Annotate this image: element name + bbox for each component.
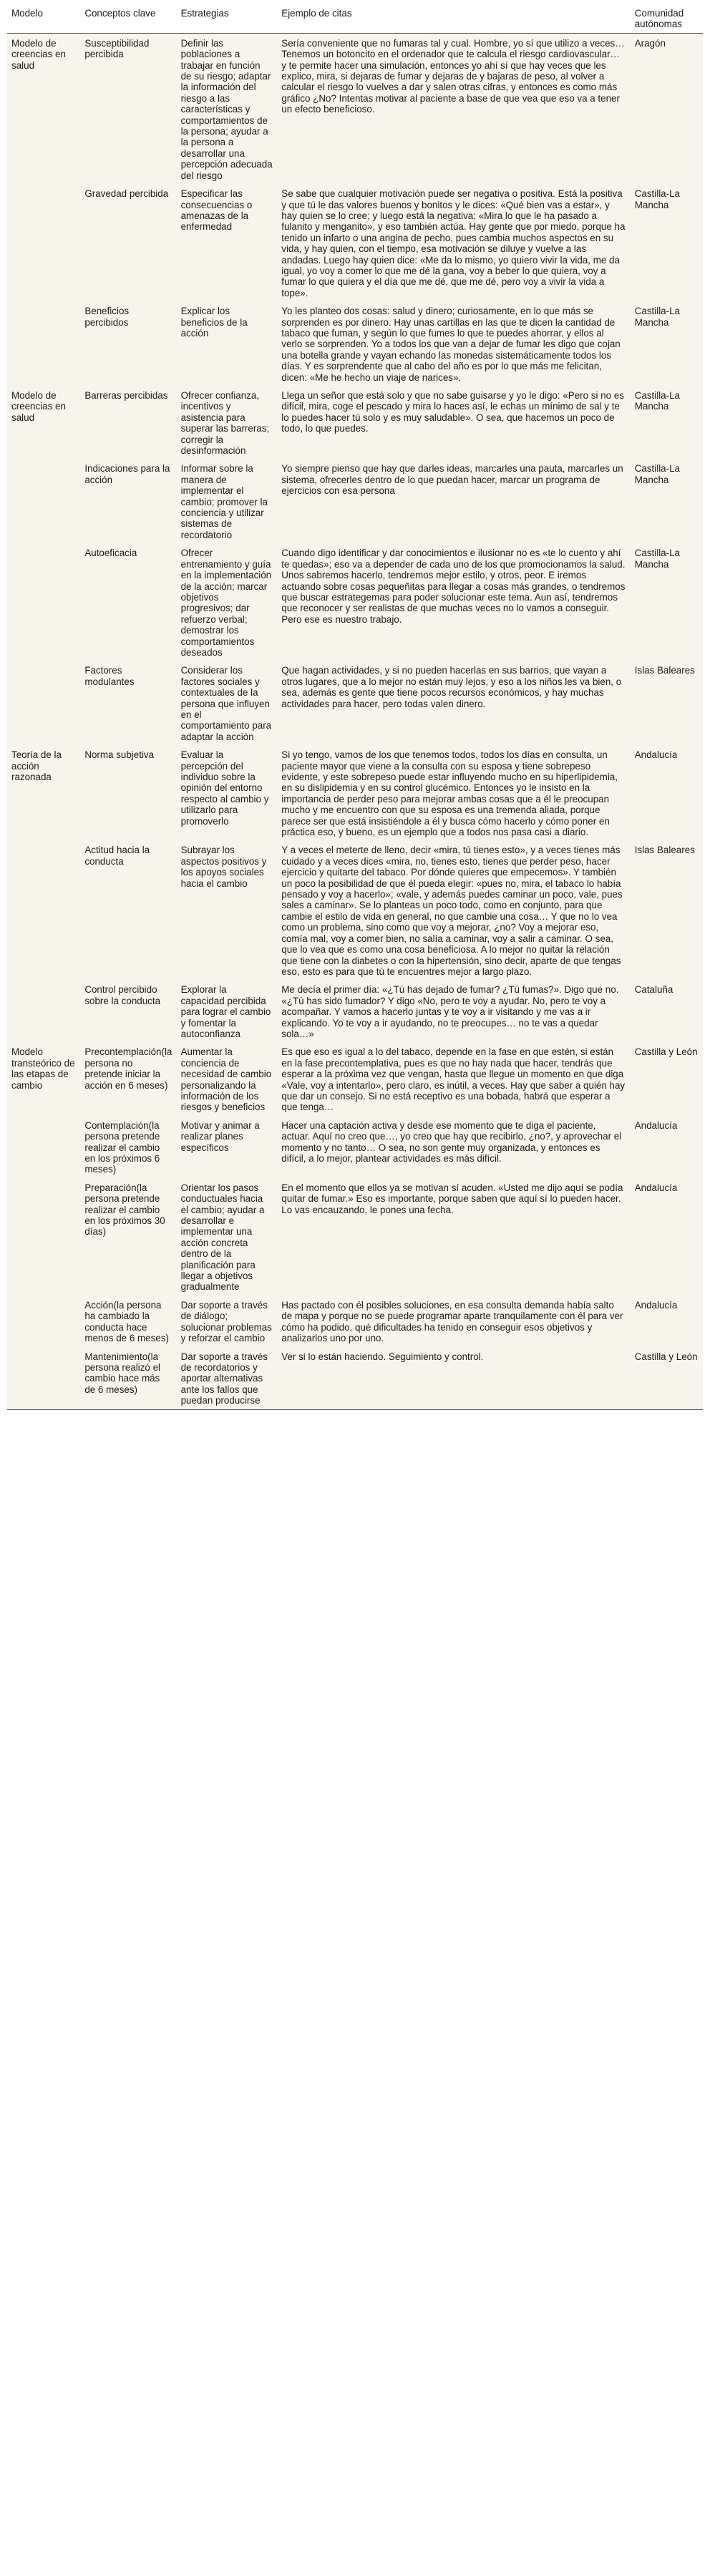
- cell-example: En el momento que ellos ya se motivan sí acuden. «Usted me dijo aquí se podía quitar de fumar.» Eso es importante, porque saben que aquí sí lo pueden hacer. Lo vas encauzando, le pones una fecha.: [277, 1178, 630, 1296]
- cell-region: Castilla y León: [631, 1042, 703, 1115]
- cell-strategy: Orientar los pasos conductuales hacia el cambio; ayudar a desarrollar e implementar una acción concreta dentro de la planificación para llegar a objetivos gradualmente: [177, 1178, 278, 1296]
- cell-concept: Beneficios percibidos: [80, 301, 176, 386]
- cell-concept: Control percibido sobre la conducta: [80, 980, 176, 1042]
- table-row: [7, 745, 703, 840]
- cell-strategy: Evaluar la percepción del individuo sobre la opinión del entorno respecto al cambio y utilizarlo para promoverlo: [177, 745, 278, 840]
- table-row: [7, 1296, 703, 1347]
- cell-region: Cataluña: [631, 980, 703, 1042]
- cell-example: Es que eso es igual a lo del tabaco, depende en la fase en que estén, si están en la fase precontemplativa, pues es que no hay nada que hacer, tendrás que esperar a la próxima vez que vengan, hasta que llegue un momento en que diga «Vale, voy a intentarlo», pero claro, es inútil, a veces. Hay que saber a quién hay que dar un consejo. Si no está receptivo es una bobada, habrá que esperar a que tenga…: [277, 1042, 630, 1115]
- table-header: [7, 4, 703, 33]
- cell-model: Modelo transteórico de las etapas de cambio: [7, 1042, 80, 1115]
- cell-strategy: Informar sobre la manera de implementar el cambio; promover la conciencia y utilizar sistemas de recordatorio: [177, 459, 278, 543]
- cell-region: Islas Baleares: [631, 661, 703, 745]
- cell-concept: Actitud hacia la conducta: [80, 840, 176, 980]
- cell-strategy: Ofrecer entrenamiento y guía en la implementación de la acción; marcar objetivos progresivos; dar refuerzo verbal; demostrar los comportamientos deseados: [177, 543, 278, 661]
- cell-strategy: Dar soporte a través de diálogo; solucionar problemas y reforzar el cambio: [177, 1296, 278, 1347]
- cell-strategy: Ofrecer confianza, incentivos y asistencia para superar las barreras; corregir la desinformación: [177, 386, 278, 459]
- cell-model: [7, 459, 80, 543]
- header-strategy: Estrategias: [177, 4, 278, 33]
- cell-strategy: Motivar y animar a realizar planes específicos: [177, 1116, 278, 1178]
- header-model: Modelo: [7, 4, 80, 33]
- table-row: [7, 33, 703, 184]
- cell-model: [7, 184, 80, 301]
- table-row: [7, 840, 703, 980]
- cell-strategy: Definir las poblaciones a trabajar en función de su riesgo; adaptar la información del riesgo a las características y comportamientos de la persona; ayudar a la persona a desarrollar una percepción adecuada del riesgo: [177, 33, 278, 184]
- cell-example: Llega un señor que está solo y que no sabe guisarse y yo le digo: «Pero si no es difícil, mira, coge el pescado y mira lo haces así, le echas un mínimo de sal y te lo puedes hacer tú solo y es muy saludable». O sea, que hacemos un poco de todo, lo que puedes.: [277, 386, 630, 459]
- header-concept: Conceptos clave: [80, 4, 176, 33]
- cell-example: Que hagan actividades, y si no pueden hacerlas en sus barrios, que vayan a otros lugares, que a lo mejor no están muy lejos, y eso a los niños les va bien, o sea, además es gente que tiene pocos recursos económicos, y hay muchas actividades para hacer, pero todas valen dinero.: [277, 661, 630, 745]
- cell-strategy: Explicar los beneficios de la acción: [177, 301, 278, 386]
- table-row: [7, 184, 703, 301]
- cell-region: Andalucía: [631, 745, 703, 840]
- cell-example: Sería conveniente que no fumaras tal y cual. Hombre, yo sí que utilizo a veces… Tenemos un botoncito en el ordenador que te calcula el riesgo cardiovascular… y te permite hacer una simulación, entonces yo ahí sí que hay veces que les explico, mira, si dejaras de fumar y dejaras de y bajaras de peso, al volver a calcular el riesgo lo vuelves a dar y salen otras cifras, y entonces es como más gráfico ¿No? Intentas motivar al paciente a base de que vea que eso va a tener un efecto beneficioso.: [277, 33, 630, 184]
- cell-example: Y a veces el meterte de lleno, decir «mira, tú tienes esto», y a veces tienes más cuidado y a veces dices «mira, no, tienes esto, tienes que perder peso, hacer ejercicio y quitarte del tabaco. Por dónde quieres que empecemos». Y también un poco la posibilidad de que él pueda elegir: «pues no, mira, el tabaco lo había pensado y voy a hacerlo»; «vale, y además puedes caminar un poco, vale, pues sales a caminar». Se lo planteas un poco todo, como en conjunto, para que cambie el estilo de vida en general, no que cambie una cosa… Y que no lo vea como un problema, sino como que voy a mejorar, ¿no? Voy a mejorar eso, comía mal, voy a comer bien, no salía a caminar, voy a salir a caminar. O sea, que lo vea que es como una cosa beneficiosa. A lo mejor no quitar la relación que tiene con la diabetes o con la hipertensión, sino decir, aparte de que tengas eso, esto es para que tú te encuentres mejor a largo plazo.: [277, 840, 630, 980]
- cell-concept: Factores modulantes: [80, 661, 176, 745]
- cell-region: Castilla-La Mancha: [631, 459, 703, 543]
- cell-strategy: Considerar los factores sociales y contextuales de la persona que influyen en el comportamiento para adaptar la acción: [177, 661, 278, 745]
- table-row: [7, 543, 703, 661]
- cell-region: Andalucía: [631, 1296, 703, 1347]
- table-row: [7, 1347, 703, 1410]
- cell-concept: Norma subjetiva: [80, 745, 176, 840]
- cell-example: Cuando digo identificar y dar conocimientos e ilusionar no es «te lo cuento y ahí te quedas»; eso va a depender de cada uno de los que promocionamos la salud. Unos sabremos hacerlo, tendremos mejor estilo, y otros, peor. E iremos actuando sobre cosas pequeñitas para llegar a cosas más grandes, o tendremos que buscar estrategemas para poder solucionar este tema. Aun así, tendremos que reconocer y ser realistas de que muchas veces no lo vamos a conseguir. Pero ese es nuestro trabajo.: [277, 543, 630, 661]
- cell-region: Castilla-La Mancha: [631, 184, 703, 301]
- cell-model: Modelo de creencias en salud: [7, 33, 80, 184]
- cell-model: [7, 840, 80, 980]
- cell-region: Andalucía: [631, 1116, 703, 1178]
- cell-model: [7, 661, 80, 745]
- table-body: [7, 33, 703, 1409]
- table-row: [7, 1042, 703, 1115]
- cell-model: Teoría de la acción razonada: [7, 745, 80, 840]
- cell-concept: Contemplación(la persona pretende realizar el cambio en los próximos 6 meses): [80, 1116, 176, 1178]
- cell-strategy: Aumentar la conciencia de necesidad de cambio personalizando la información de los riesgos y beneficios: [177, 1042, 278, 1115]
- cell-concept: Indicaciones para la acción: [80, 459, 176, 543]
- cell-model: [7, 980, 80, 1042]
- cell-model: [7, 543, 80, 661]
- cell-region: Islas Baleares: [631, 840, 703, 980]
- header-example: Ejemplo de citas: [277, 4, 630, 33]
- strategies-table: [7, 4, 703, 1410]
- cell-concept: Susceptibilidad percibida: [80, 33, 176, 184]
- cell-example: Yo siempre pienso que hay que darles ideas, marcarles una pauta, marcarles un sistema, ofrecerles dentro de lo que puedan hacer, marcar un programa de ejercicios con esa persona: [277, 459, 630, 543]
- cell-strategy: Explorar la capacidad percibida para lograr el cambio y fomentar la autoconfianza: [177, 980, 278, 1042]
- header-region: Comunidad autónomas: [631, 4, 703, 33]
- header-row: [7, 4, 703, 33]
- cell-region: Andalucía: [631, 1178, 703, 1296]
- cell-concept: Barreras percibidas: [80, 386, 176, 459]
- cell-example: Has pactado con él posibles soluciones, en esa consulta demanda había salto de mapa y porque no se puede programar aparte tranquilamente con él para ver cómo ha podido, qué dificultades ha tenido en conseguir esos objetivos y analizarlos uno por uno.: [277, 1296, 630, 1347]
- cell-example: Se sabe que cualquier motivación puede ser negativa o positiva. Está la positiva y que tú le das valores buenos y bonitos y le dices: «Qué bien vas a estar», y hay quien se lo cree; y luego está la negativa: «Mira lo que le ha pasado a fulanito y menganito», y eso también actúa. Hay gente que por miedo, porque ha tenido un infarto o una angina de pecho, pues cambia muchos aspectos en su vida, y hay quien, con el tiempo, esa motivación se diluye y vuelve a las andadas. Luego hay quien dice: «Me da lo mismo, yo quiero vivir la vida, me da igual, yo voy a comer lo que me dé la gana, voy a beber lo que quiera, voy a fumar lo que quiera y el día que me dé, que me dé, pero voy a vivir la vida a tope».: [277, 184, 630, 301]
- cell-strategy: Dar soporte a través de recordatorios y aportar alternativas ante los fallos que puedan producirse: [177, 1347, 278, 1410]
- cell-concept: Autoeficacia: [80, 543, 176, 661]
- cell-strategy: Especificar las consecuencias o amenazas de la enfermedad: [177, 184, 278, 301]
- table-row: [7, 459, 703, 543]
- cell-strategy: Subrayar los aspectos positivos y los apoyos sociales hacia el cambio: [177, 840, 278, 980]
- cell-model: [7, 1296, 80, 1347]
- cell-model: Modelo de creencias en salud: [7, 386, 80, 459]
- cell-model: [7, 1178, 80, 1296]
- cell-example: Si yo tengo, vamos de los que tenemos todos, todos los días en consulta, un paciente mayor que viene a la consulta con su esposa y tiene sobrepeso evidente, y este sobrepeso puede estar influyendo mucho en su hiperlipidemia, en su dislipidemia y en su control glucémico. Entonces yo le insisto en la importancia de perder peso para mejorar ambas cosas que a él le preocupan mucho y me encuentro con que su esposa es una tremenda aliada, porque parece ser que está insistiéndole a él y busca cómo hacerlo y cómo poner en práctica eso, y bueno, es un ejemplo que a todos nos pasa casi a diario.: [277, 745, 630, 840]
- cell-model: [7, 1347, 80, 1410]
- cell-example: Yo les planteo dos cosas: salud y dinero; curiosamente, en lo que más se sorprenden es por dinero. Hay unas cartillas en las que te dicen la cantidad de tabaco que fuman, y según lo que fumes lo que te puedes ahorrar, y ellos al verlo se sorprenden. Yo a todos los que van a dejar de fumar les digo que cojan una botella grande y vayan echando las monedas sistemáticamente todos los días. Y es sorprendente que al cabo del año es por lo que más me felicitan, dicen: «Me he hecho un viaje de narices».: [277, 301, 630, 386]
- cell-region: Castilla-La Mancha: [631, 301, 703, 386]
- cell-example: Hacer una captación activa y desde ese momento que te diga el paciente, actuar. Aquí no creo que…, yo creo que hay que recibirlo, ¿no?, y aprovechar el momento y no tanto… O sea, no son gente muy organizada, y entonces es difícil, a lo mejor, plantear actividades es más difícil.: [277, 1116, 630, 1178]
- table-row: [7, 1116, 703, 1178]
- cell-concept: Mantenimiento(la persona realizó el cambio hace más de 6 meses): [80, 1347, 176, 1410]
- cell-model: [7, 1116, 80, 1178]
- table-row: [7, 301, 703, 386]
- cell-concept: Acción(la persona ha cambiado la conducta hace menos de 6 meses): [80, 1296, 176, 1347]
- cell-concept: Preparación(la persona pretende realizar el cambio en los próximos 30 días): [80, 1178, 176, 1296]
- cell-region: Castilla-La Mancha: [631, 543, 703, 661]
- table-row: [7, 386, 703, 459]
- cell-region: Aragón: [631, 33, 703, 184]
- cell-model: [7, 301, 80, 386]
- cell-region: Castilla y León: [631, 1347, 703, 1410]
- cell-concept: Gravedad percibida: [80, 184, 176, 301]
- cell-region: Castilla-La Mancha: [631, 386, 703, 459]
- table-row: [7, 661, 703, 745]
- cell-example: Ver si lo están haciendo. Seguimiento y control.: [277, 1347, 630, 1410]
- cell-concept: Precontemplación(la persona no pretende iniciar la acción en 6 meses): [80, 1042, 176, 1115]
- cell-example: Me decía el primer día: «¿Tú has dejado de fumar? ¿Tú fumas?». Digo que no. «¿Tú has sido fumador? Y digo «No, pero te voy a ayudar. No, pero te voy a acompañar. Y vamos a hacerlo juntas y te voy a ir visitando y me vas a ir explicando. Yo te voy a ir ayudando, no te preocupes… no te vas a quedar sola…»: [277, 980, 630, 1042]
- table-row: [7, 980, 703, 1042]
- table-row: [7, 1178, 703, 1296]
